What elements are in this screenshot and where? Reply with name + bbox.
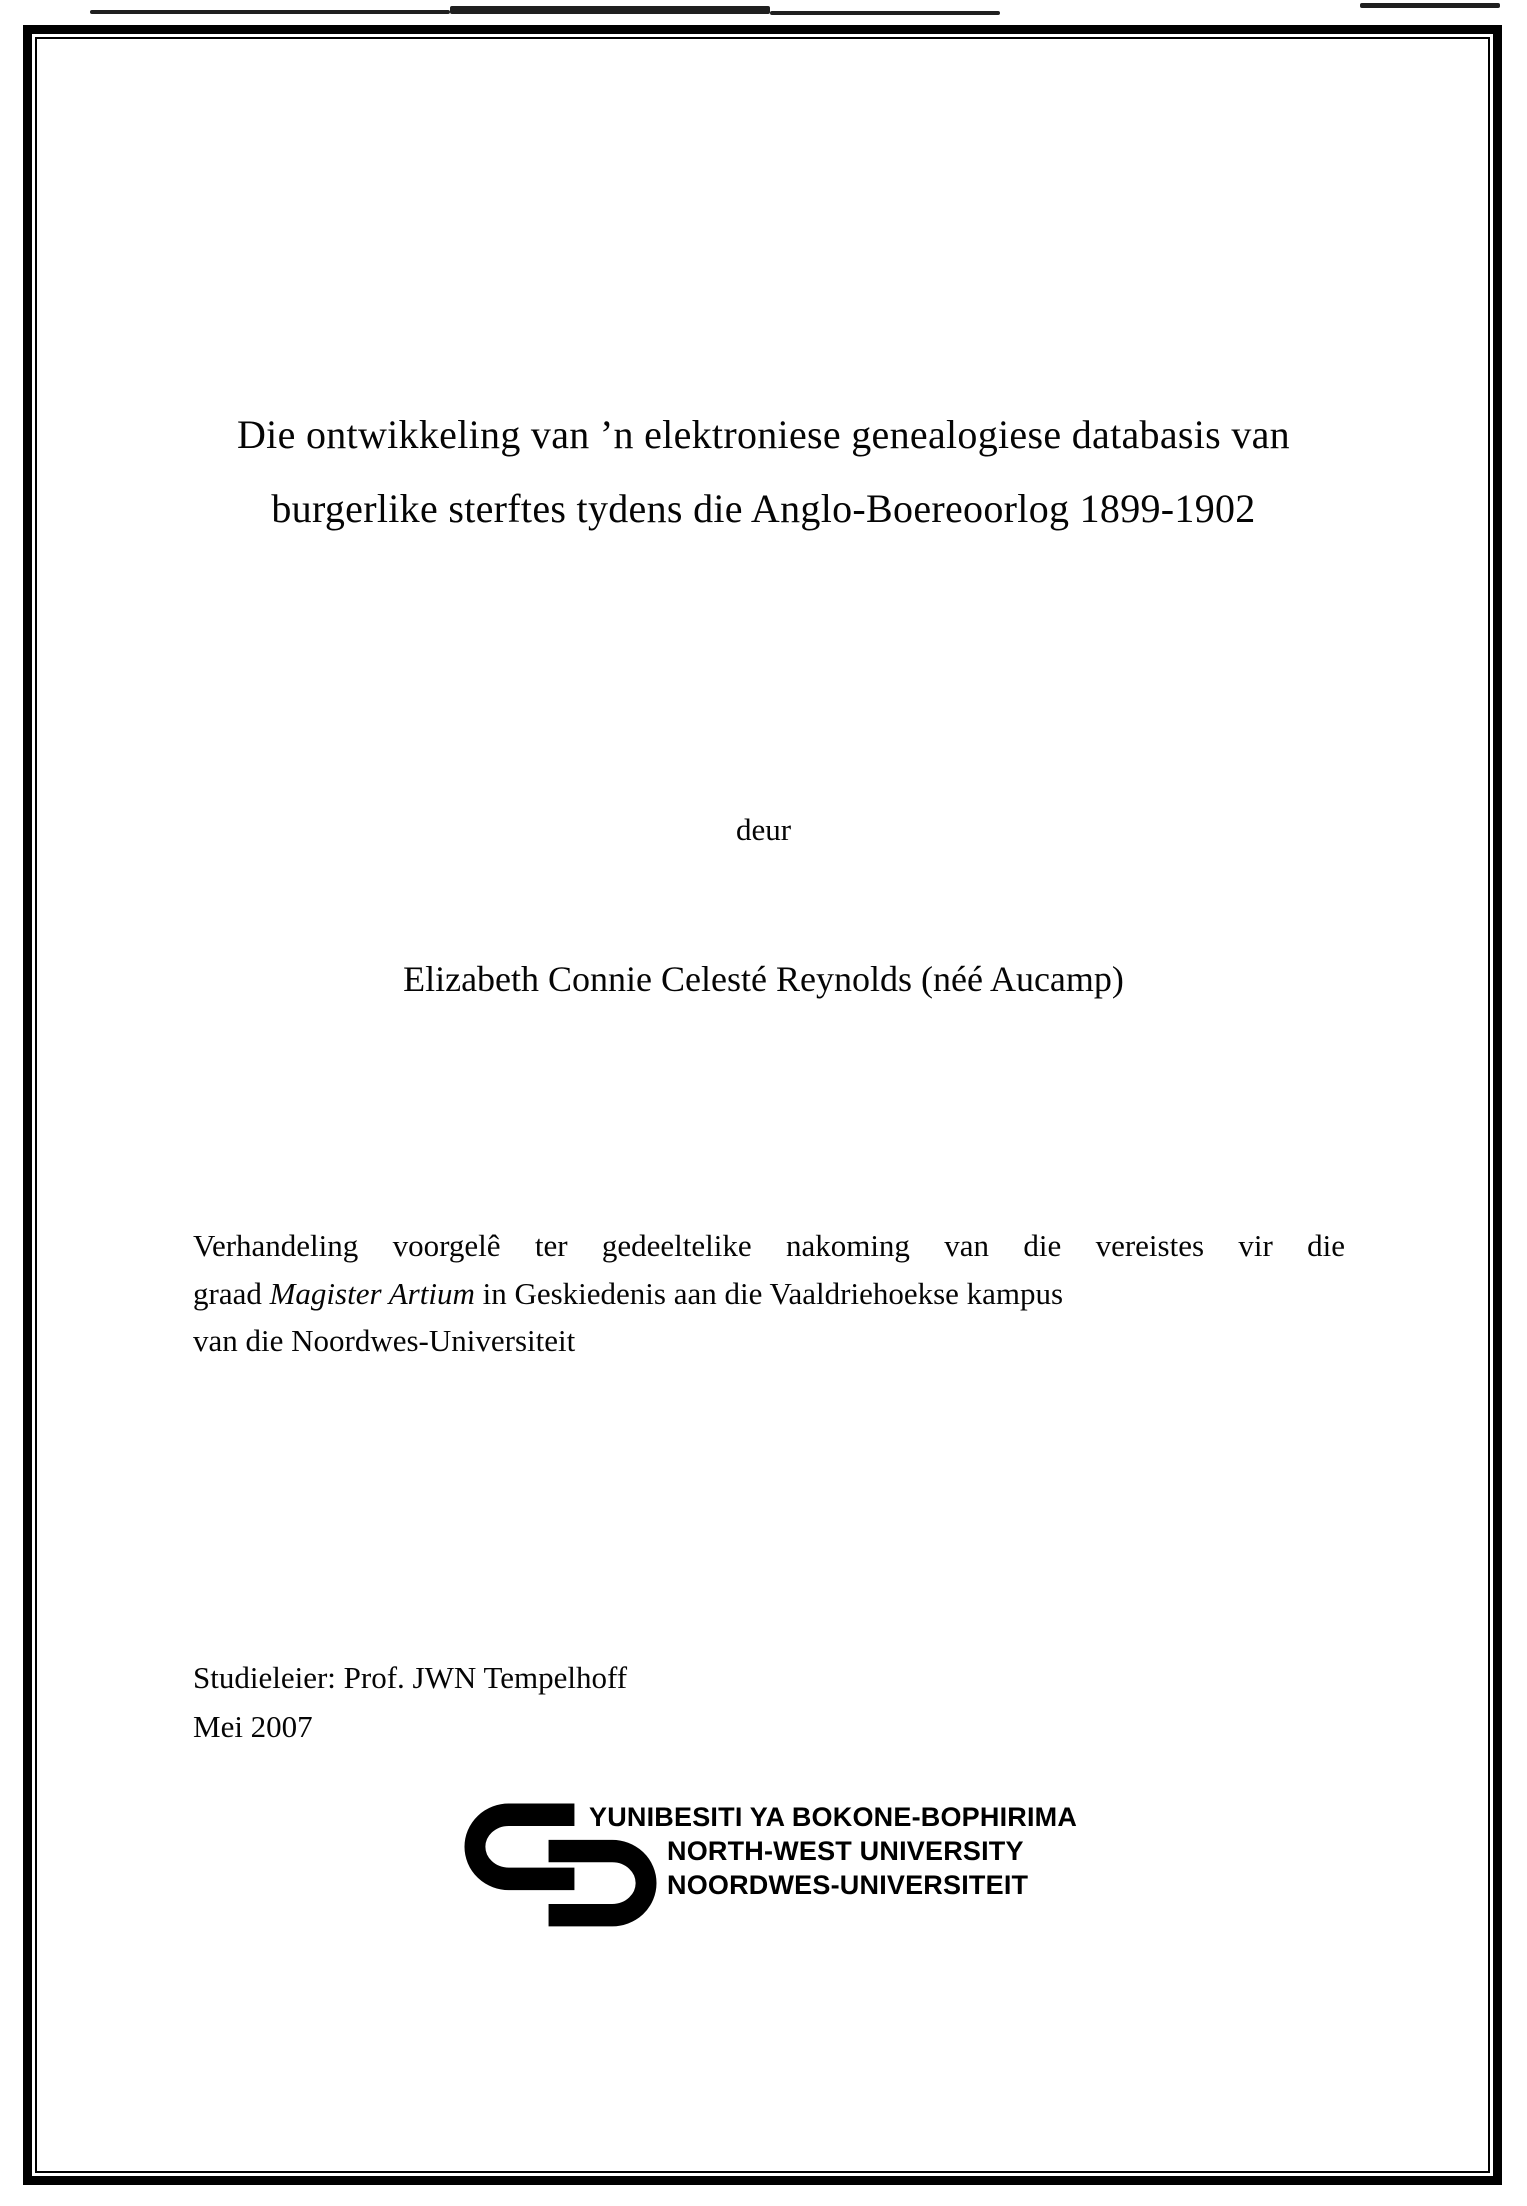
north-west-university-logo xyxy=(463,1800,1103,1935)
degree-statement-line3: van die Noordwes-Universiteit xyxy=(193,1323,576,1358)
degree-statement xyxy=(193,1222,1345,1365)
thesis-title-line1: Die ontwikkeling van ’n elektroniese genealogiese databasis van xyxy=(236,412,1290,457)
supervisor-line: Studieleier: Prof. JWN Tempelhoff xyxy=(193,1660,628,1695)
scan-artifact xyxy=(90,10,450,14)
degree-statement-line1: Verhandeling voorgelê ter gedeeltelike nakoming van die vereistes vir die xyxy=(193,1228,1345,1263)
thesis-title xyxy=(100,398,1427,546)
degree-statement-line2-post: in Geskiedenis aan die Vaaldriehoekse kampus xyxy=(474,1275,1064,1311)
date-line: Mei 2007 xyxy=(193,1709,313,1744)
author-name: Elizabeth Connie Celesté Reynolds (néé Aucamp) xyxy=(403,959,1124,999)
supervisor-block xyxy=(193,1653,627,1751)
byline: deur xyxy=(735,812,792,847)
scan-artifact xyxy=(450,6,770,14)
logo-text-setswana: YUNIBESITI YA BOKONE-BOPHIRIMA xyxy=(589,1802,1078,1832)
degree-statement-line2 xyxy=(193,1270,1345,1318)
scan-artifact xyxy=(770,11,1000,15)
degree-statement-line2-italic: Magister Artium xyxy=(269,1275,475,1311)
logo-text-english: NORTH-WEST UNIVERSITY xyxy=(667,1836,1024,1866)
logo-text-afrikaans: NOORDWES-UNIVERSITEIT xyxy=(667,1870,1029,1900)
thesis-title-line2: burgerlike sterftes tydens die Anglo-Boereoorlog 1899-1902 xyxy=(271,486,1256,531)
degree-statement-line2-pre: graad xyxy=(193,1275,270,1311)
scan-artifact xyxy=(1360,3,1500,8)
